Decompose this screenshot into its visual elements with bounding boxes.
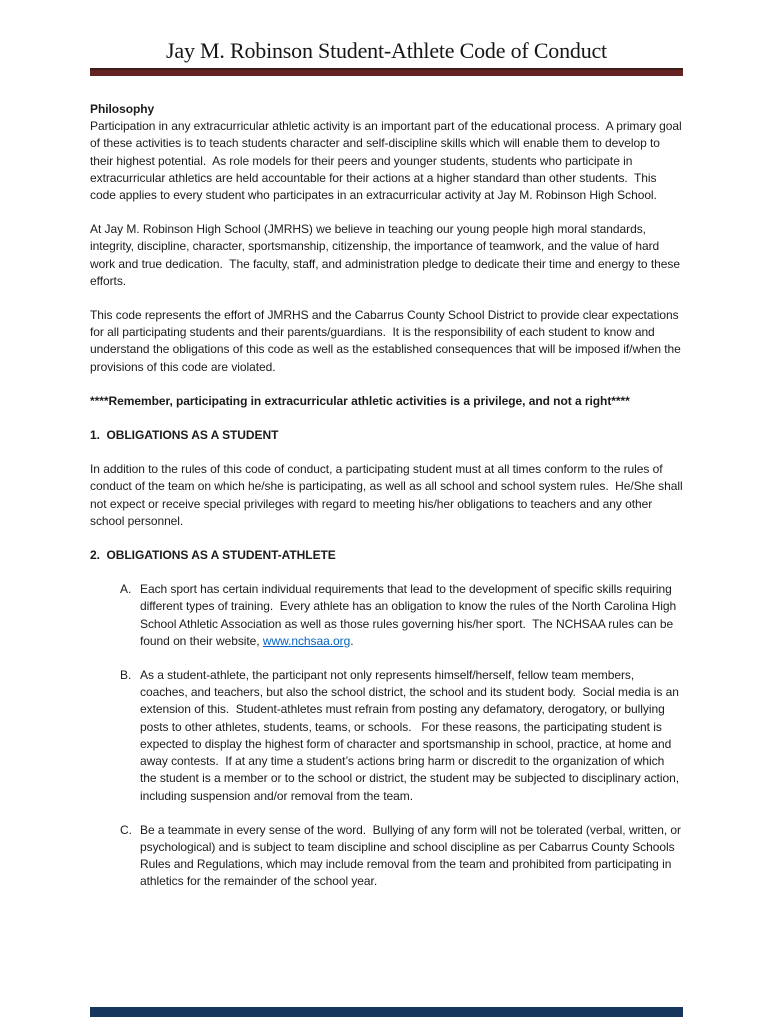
document-body (90, 101, 686, 891)
footer-bar (90, 1007, 683, 1017)
list-item-a-label: A. (120, 582, 132, 597)
list-item-a-text-after: . (350, 633, 354, 648)
section-2-heading: 2. OBLIGATIONS AS A STUDENT-ATHLETE (90, 548, 336, 563)
nchsaa-website-link[interactable]: www.nchsaa.org (262, 633, 351, 648)
philosophy-paragraph-2: At Jay M. Robinson High School (JMRHS) we believe in teaching our young people high moral standards, integrity, discipline, character, sportsmanship, citizenship, the importance of teamwork, and the value of hard work and true dedication. The faculty, staff, and administration pledge to dedicate their time and energy to these efforts. (90, 222, 684, 288)
philosophy-paragraph-3: This code represents the effort of JMRHS and the Cabarrus County School District to provide clear expectations for all participating students and their parents/guardians. It is the responsibility of each student to know and understand the obligations of this code as well as the established consequences that will be imposed if/when the provisions of this code are violated. (90, 308, 685, 374)
list-item-a-text (140, 581, 683, 650)
list-item-b-text: As a student-athlete, the participant not only represents himself/herself, fellow team members, coaches, and teachers, but also the school district, the school and its student body. Social media is an extension of this. Student-athletes must refrain from posting any defamatory, derogatory, or bullying posts to other athletes, students, teams, or schools. For these reasons, the participating student is expected to display the highest form of character and sportsmanship in school, practice, at home and away contests. If at any time a student’s actions bring harm or discredit to the organization of which the student is a member or to the school or district, the student may be subjected to disciplinary action, including suspension and/or removal from the team. (140, 668, 683, 803)
list-item-a-text-before: Each sport has certain individual requirements that lead to the development of specific skills requiring different types of training. Every athlete has an obligation to know the rules of the North Carolina High School Athletic Association as well as those rules governing his/her sport. The NCHSAA rules can be found on their website, (140, 582, 680, 648)
philosophy-paragraph-1: Participation in any extracurricular athletic activity is an important part of the educational process. A primary goal of these activities is to teach students character and self-discipline skills which will enable them to develop to their highest potential. As role models for their peers and younger students, students who participate in extracurricular athletics are held accountable for their actions at a higher standard than other students. This code applies to every student who participates in an extracurricular activity at Jay M. Robinson High School. (90, 119, 685, 203)
list-item-c-text: Be a teammate in every sense of the word. Bullying of any form will not be tolerated (verbal, written, or psychological) and is subject to team discipline and school discipline as per Cabarrus County Schools Rules and Regulations, which may include removal from the team and prohibited from participating in athletics for the remainder of the school year. (140, 822, 685, 889)
list-item-c-label: C. (120, 822, 132, 837)
section-1-heading: 1. OBLIGATIONS AS A STUDENT (90, 428, 279, 443)
list-item-c (90, 822, 683, 891)
list-item-b-label: B. (120, 668, 132, 683)
document-title: Jay M. Robinson Student-Athlete Code of Conduct (166, 38, 607, 63)
remember-statement: ****Remember, participating in extracurricular athletic activities is a privilege, and not a right**** (90, 393, 630, 408)
title-underline-rule (90, 68, 683, 76)
section-1-paragraph: In addition to the rules of this code of conduct, a participating student must at all times conform to the rules of conduct of the team on which he/she is participating, as well as all school and school system rules. He/She shall not expect or receive special privileges with regard to meeting his/her obligations to teachers and any other school personnel. (90, 462, 686, 528)
list-item-b (90, 667, 683, 805)
philosophy-heading: Philosophy (90, 102, 155, 116)
list-item-a (90, 581, 683, 650)
